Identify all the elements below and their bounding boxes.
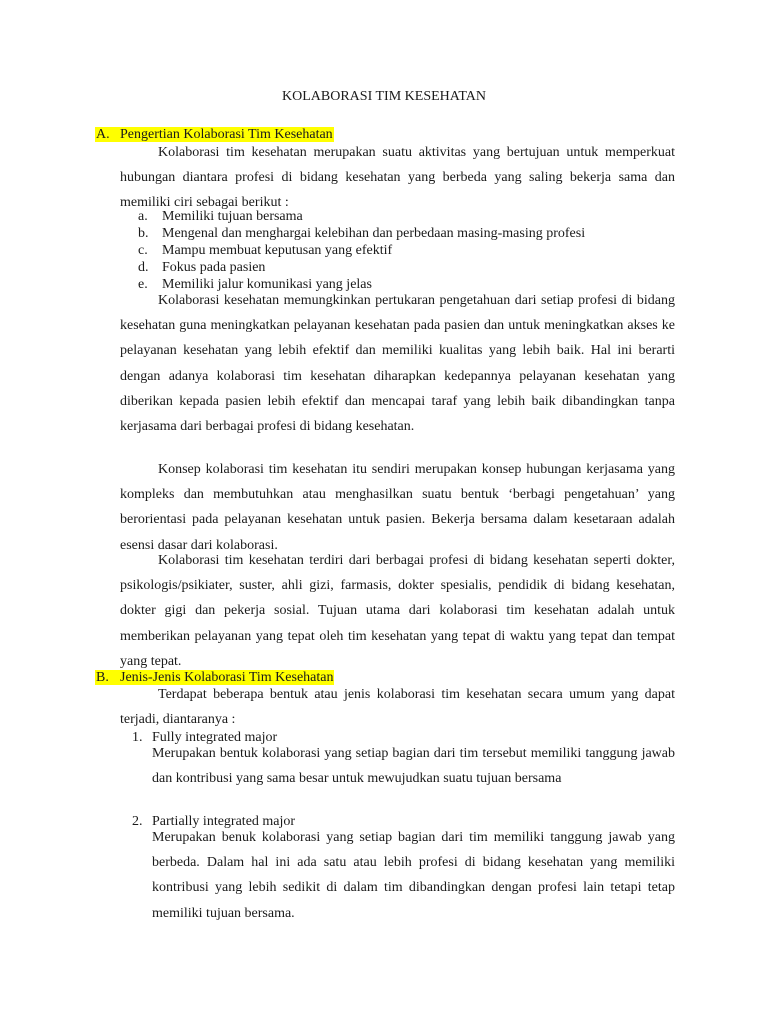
section-a-paragraph-1: Kolaborasi kesehatan memungkinkan pertukaran pengetahuan dari setiap profesi di bidang kesehatan guna meningkatkan pelayanan kesehatan pada pasien dan untuk meningkatkan akses ke pelayanan kesehatan yang lebih efektif dan memiliki kualitas yang lebih baik. Hal ini berarti dengan adanya kolaborasi tim kesehatan diharapkan kedepannya pelayanan kesehatan yang diberikan kepada pasien lebih efektif dan mencapai taraf yang lebih baik dibandingkan tanpa kerjasama dari berbagai profesi di bidang kesehatan.	[120, 293, 675, 435]
section-a-paragraph-3: Kolaborasi tim kesehatan terdiri dari berbagai profesi di bidang kesehatan seperti dokter, psikologis/psikiater, suster, ahli gizi, farmasis, dokter spesialis, pendidik di bidang kesehatan, dokter gigi dan pekerja sosial. Tujuan utama dari kolaborasi tim kesehatan adalah untuk memberikan pelayanan yang tepat oleh tim kesehatan yang tepat di waktu yang tepat dan tempat yang tepat.	[120, 553, 675, 669]
document-title: KOLABORASI TIM KESEHATAN	[282, 89, 486, 104]
section-b-letter: B.	[96, 670, 109, 685]
section-b-title: Jenis-Jenis Kolaborasi Tim Kesehatan	[120, 670, 334, 685]
list-item: b. Mengenal dan menghargai kelebihan dan perbedaan masing-masing profesi	[138, 226, 586, 241]
list-item: d. Fokus pada pasien	[138, 260, 266, 275]
section-a-paragraph-2: Konsep kolaborasi tim kesehatan itu sendiri merupakan konsep hubungan kerjasama yang kompleks dan membutuhkan atau menghasilkan suatu bentuk ‘berbagi pengetahuan’ yang berorientasi pada pelayanan kesehatan untuk pasien. Bekerja bersama dalam kesetaraan adalah esensi dasar dari kolaborasi.	[120, 462, 675, 553]
numbered-item-title: 1. Fully integrated major	[132, 730, 278, 745]
numbered-item-description: Merupakan benuk kolaborasi yang setiap bagian dari tim memiliki tanggung jawab yang berbeda. Dalam hal ini ada satu atau lebih profesi di bidang kesehatan yang memiliki kontribusi yang lebih sedikit di dalam tim dibandingkan dengan profesi lain tetapi tetap memiliki tujuan bersama.	[152, 830, 675, 921]
section-a-letter: A.	[96, 127, 110, 142]
section-b-intro: Terdapat beberapa bentuk atau jenis kolaborasi tim kesehatan secara umum yang dapat terjadi, diantaranya :	[120, 687, 675, 728]
section-a-title: Pengertian Kolaborasi Tim Kesehatan	[120, 127, 333, 142]
list-item: e. Memiliki jalur komunikasi yang jelas	[138, 277, 372, 292]
list-item: c. Mampu membuat keputusan yang efektif	[138, 243, 393, 258]
section-a-intro: Kolaborasi tim kesehatan merupakan suatu aktivitas yang bertujuan untuk memperkuat hubungan diantara profesi di bidang kesehatan yang berbeda yang saling bekerja sama dan memiliki ciri sebagai berikut :	[120, 145, 675, 211]
numbered-item-title: 2. Partially integrated major	[132, 814, 296, 829]
list-item: a. Memiliki tujuan bersama	[138, 209, 303, 224]
numbered-item-description: Merupakan bentuk kolaborasi yang setiap bagian dari tim tersebut memiliki tanggung jawab dan kontribusi yang sama besar untuk mewujudkan suatu tujuan bersama	[152, 746, 675, 787]
